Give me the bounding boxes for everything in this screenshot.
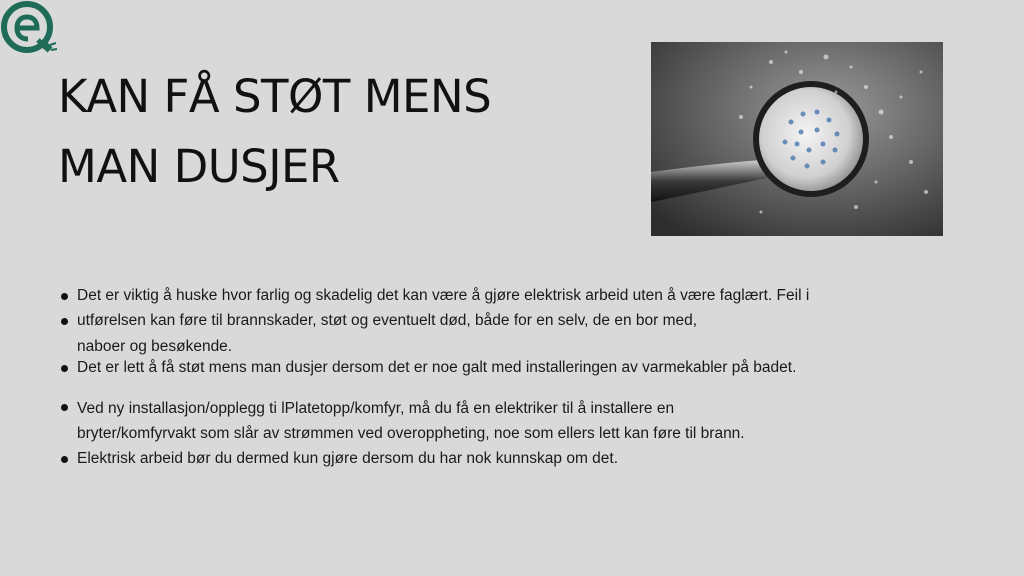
bullet-list (58, 283, 958, 471)
bullet-text: Elektrisk arbeid bør du dermed kun gjøre dersom du har nok kunnskap om det. (77, 450, 619, 467)
title-line-2: MAN DUSJER (58, 140, 340, 193)
bullet-text: Det er lett å få støt mens man dusjer dersom det er noe galt med installeringen av varmekabler på badet. (77, 359, 797, 376)
page-title (58, 62, 491, 202)
bullet-dot-icon (61, 318, 68, 325)
title-line-1: KAN FÅ STØT MENS (58, 70, 492, 123)
list-item (58, 396, 958, 421)
list-item (58, 283, 958, 308)
bullet-dot-icon (61, 456, 68, 463)
shower-head-photo (651, 42, 943, 236)
bullet-text: Ved ny installasjon/opplegg ti lPlatetopp/komfyr, må du få en elektriker til å installere en (77, 400, 675, 417)
bullet-text: bryter/komfyrvakt som slår av strømmen ved overoppheting, noe som ellers lett kan føre til brann. (77, 425, 745, 442)
list-item-continuation (58, 421, 958, 446)
bullet-text: naboer og besøkende. (77, 338, 233, 355)
bullet-text: utførelsen kan føre til brannskader, støt og eventuelt død, både for en selv, de en bor med, (77, 312, 698, 329)
bullet-dot-icon (61, 404, 68, 411)
logo-icon (0, 0, 60, 60)
bullet-text: Det er viktig å huske hvor farlig og skadelig det kan være å gjøre elektrisk arbeid uten å være faglært. Feil i (77, 287, 810, 304)
list-item (58, 308, 958, 333)
bullet-dot-icon (61, 293, 68, 300)
bullet-dot-icon (61, 365, 68, 372)
list-item (58, 355, 958, 380)
list-item (58, 446, 958, 471)
